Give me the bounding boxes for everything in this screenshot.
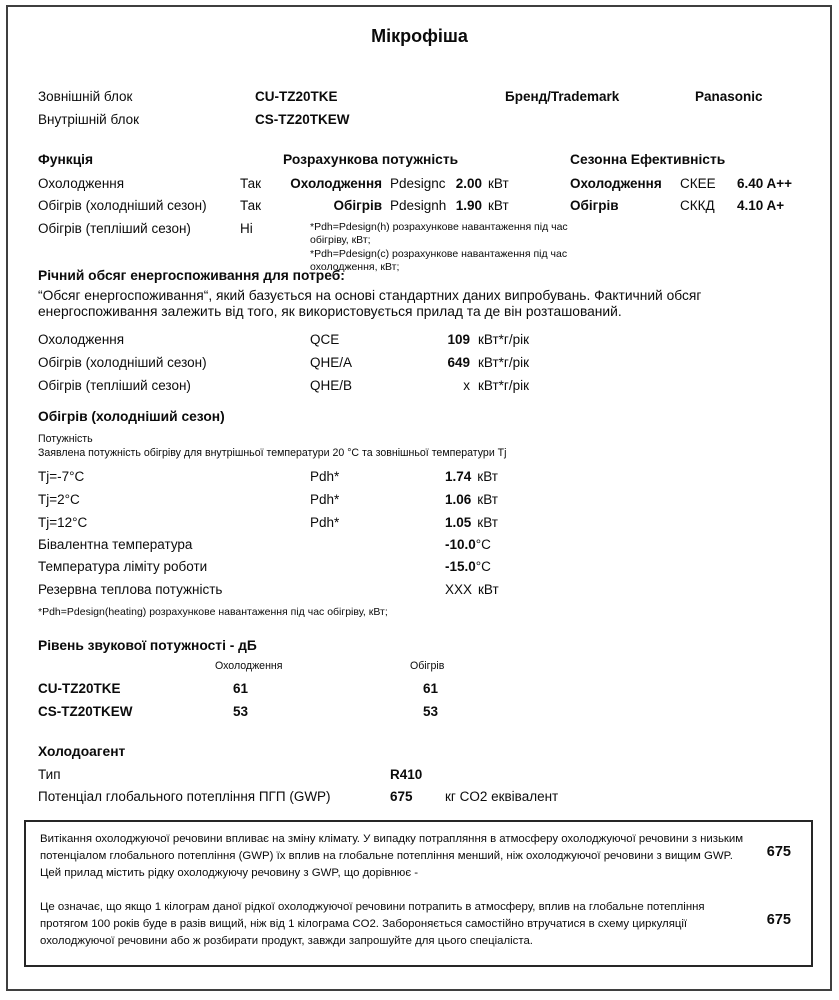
heating-season-section <box>38 409 800 619</box>
design-load-title: Розрахункова потужність <box>283 152 459 167</box>
tj-row <box>38 488 800 511</box>
energy-code: QHE/B <box>310 378 353 393</box>
design-load-label: Обігрів <box>333 198 382 214</box>
annual-energy-row <box>38 328 800 351</box>
energy-code: QHE/A <box>310 355 353 370</box>
tj-unit: кВт <box>477 469 498 484</box>
tj-unit: кВт <box>477 492 498 507</box>
tj-code: Pdh* <box>310 515 340 530</box>
sound-power-rows <box>38 677 800 723</box>
gwp-notice-value: 675 <box>766 911 791 928</box>
extra-label: Температура ліміту роботи <box>38 559 208 575</box>
annual-energy-row <box>38 351 800 374</box>
gwp-label: Потенціал глобального потепління ПГП (GWP) <box>38 789 331 804</box>
efficiency-label: Обігрів <box>570 198 619 214</box>
annual-energy-title: Річний обсяг енергоспоживання для потреб: <box>38 268 345 283</box>
tj-value: 1.74 <box>445 469 472 484</box>
outdoor-unit-model: CU-TZ20TKE <box>255 89 338 104</box>
gwp-notice-box <box>24 820 813 967</box>
sound-power-column-headers <box>38 659 800 674</box>
energy-label: Обігрів (тепліший сезон) <box>38 378 191 393</box>
sound-col-heating: Обігрів <box>410 660 445 672</box>
sound-heating-value: 53 <box>423 704 439 719</box>
sound-model: CU-TZ20TKE <box>38 681 121 696</box>
tj-label: Tj=2°C <box>38 492 80 507</box>
sound-power-title: Рівень звукової потужності - дБ <box>38 638 257 653</box>
seasonal-efficiency-row <box>570 195 810 217</box>
gwp-notice-paragraph-1 <box>40 831 797 883</box>
design-load-label: Охолодження <box>290 176 382 191</box>
seasonal-efficiency-column <box>570 150 810 218</box>
efficiency-value: 6.40 A++ <box>737 176 793 191</box>
indoor-unit-row <box>38 108 809 131</box>
energy-value: 649 <box>447 355 470 370</box>
heating-footnote: *Pdh=Pdesign(heating) розрахункове навантаження під час обігріву, кВт; <box>38 606 388 619</box>
extra-label: Бівалентна температура <box>38 537 193 552</box>
design-load-value: 2.00 <box>455 176 482 191</box>
function-value: Ні <box>240 220 253 236</box>
refrigerant-type-row <box>38 764 800 786</box>
tj-label: Tj=-7°C <box>38 469 85 484</box>
design-load-row <box>283 173 570 195</box>
function-label: Обігрів (холодніший сезон) <box>38 198 207 214</box>
design-load-row <box>283 195 570 217</box>
extra-unit: кВт <box>478 581 499 597</box>
energy-value: 109 <box>447 332 470 347</box>
design-load-code: Pdesignh <box>390 198 447 214</box>
bivalent-temperature-row <box>38 534 800 556</box>
efficiency-label: Охолодження <box>570 176 662 191</box>
extra-value: -15.0 <box>445 559 476 575</box>
efficiency-code: СКЕЕ <box>680 176 716 191</box>
function-row <box>38 218 282 240</box>
energy-unit: кВт*г/рік <box>478 378 529 393</box>
tj-value-cell <box>445 511 800 534</box>
operation-limit-row <box>38 556 800 578</box>
backup-capacity-row <box>38 579 800 601</box>
design-load-footnotes <box>310 221 570 275</box>
heating-section-title: Обігрів (холодніший сезон) <box>38 409 225 424</box>
annual-energy-section <box>38 268 800 397</box>
gwp-notice-text: Це означає, що якщо 1 кілограм даної рідкої охолоджуючої речовини потрапить в атмосферу, вплив на глобальне потепління протягом 100 років буде в разів вищий, ніж від 1 кілограма CO2. Забороняється самостійно втручатися в схему циркуляції охолоджуючої речовини або ж розбирати продукт, завжди запрошуйте для цього спеціаліста. <box>40 900 705 948</box>
energy-unit: кВт*г/рік <box>478 332 529 347</box>
sound-power-section <box>38 638 800 723</box>
refrigerant-label: Тип <box>38 767 61 782</box>
efficiency-code: СККД <box>680 198 715 214</box>
function-row <box>38 195 282 217</box>
function-value: Так <box>240 198 262 214</box>
seasonal-efficiency-title: Сезонна Ефективність <box>570 152 726 167</box>
heating-subtitle-capacity: Потужність <box>38 433 93 445</box>
gwp-unit: кг CO2 еквівалент <box>445 789 559 804</box>
refrigerant-title: Холодоагент <box>38 744 126 759</box>
sound-cooling-value: 61 <box>233 681 249 696</box>
annual-energy-description: “Обсяг енергоспоживання“, який базується на основі стандартних даних випробувань. Фактичний обсяг енергоспоживання залежить від того, як використовується прилад та де він розташований. <box>38 288 702 319</box>
design-load-unit: кВт <box>488 198 509 214</box>
design-load-column <box>283 150 570 275</box>
extra-value: -10.0 <box>445 537 476 552</box>
extra-value-cell <box>445 556 800 578</box>
tj-value-cell <box>445 465 800 488</box>
refrigerant-section <box>38 744 800 808</box>
refrigerant-unit <box>445 764 800 786</box>
tj-rows <box>38 465 800 601</box>
gwp-notice-value: 675 <box>766 844 791 860</box>
energy-unit: кВт*г/рік <box>478 355 529 370</box>
tj-value: 1.05 <box>445 515 472 530</box>
brand-label: Бренд/Trademark <box>505 89 620 104</box>
extra-value-cell <box>445 534 800 556</box>
function-row <box>38 173 282 195</box>
tj-value: 1.06 <box>445 492 472 507</box>
tj-value-cell <box>445 488 800 511</box>
extra-unit: °C <box>475 537 491 552</box>
extra-value: XXX <box>445 581 473 597</box>
extra-unit: °C <box>475 559 491 575</box>
function-and-capacity-section <box>38 150 819 274</box>
energy-value: x <box>463 378 470 393</box>
tj-code: Pdh* <box>310 492 340 507</box>
extra-value-cell <box>445 579 800 601</box>
energy-label: Охолодження <box>38 332 125 347</box>
outdoor-unit-row <box>38 85 809 108</box>
sound-power-row <box>38 700 800 723</box>
energy-label: Обігрів (холодніший сезон) <box>38 355 207 370</box>
function-title: Функція <box>38 152 94 167</box>
sound-model: CS-TZ20TKEW <box>38 704 133 719</box>
seasonal-efficiency-row <box>570 173 810 195</box>
sound-cooling-value: 53 <box>233 704 249 719</box>
sound-power-row <box>38 677 800 700</box>
efficiency-value: 4.10 A+ <box>737 198 785 214</box>
design-load-footnote: *Pdh=Pdesign(c) розрахункове навантаження під час охолодження, кВт; <box>310 247 568 274</box>
indoor-unit-label: Внутрішній блок <box>38 112 140 127</box>
function-value: Так <box>240 176 262 191</box>
design-load-footnote: *Pdh=Pdesign(h) розрахункове навантаження під час обігріву, кВт; <box>310 220 568 247</box>
function-column <box>38 150 282 240</box>
tj-label: Tj=12°C <box>38 515 88 530</box>
function-label: Охолодження <box>38 176 125 191</box>
gwp-value: 675 <box>390 789 413 804</box>
outdoor-unit-label: Зовнішній блок <box>38 89 133 104</box>
heating-subtitle-declared: Заявлена потужність обігріву для внутрішньої температури 20 °C та зовнішньої температури Tj <box>38 447 507 459</box>
page-title: Мікрофіша <box>371 26 468 46</box>
design-load-code: Pdesignc <box>390 176 446 191</box>
gwp-row <box>38 786 800 808</box>
sound-col-cooling: Охолодження <box>215 660 283 672</box>
sound-heating-value: 61 <box>423 681 439 696</box>
tj-unit: кВт <box>477 515 498 530</box>
extra-label: Резервна теплова потужність <box>38 581 223 597</box>
tj-row <box>38 465 800 488</box>
brand-value: Panasonic <box>695 89 763 104</box>
design-load-value: 1.90 <box>455 198 482 214</box>
function-label: Обігрів (тепліший сезон) <box>38 220 191 236</box>
design-load-unit: кВт <box>488 176 509 191</box>
tj-row <box>38 511 800 534</box>
tj-code: Pdh* <box>310 469 340 484</box>
unit-header <box>38 85 809 131</box>
gwp-notice-text: Витікання охолоджуючої речовини впливає на зміну клімату. У випадку потрапляння в атмосферу охолоджуючої речовини з низьким потенціалом глобального потепління (GWP) їх вплив на глобальне потепління менший, ніж охолоджуючої речовини з вищим GWP. Цей прилад містить рідку охолоджуючу речовину з GWP, що дорівнює - <box>40 833 744 880</box>
indoor-unit-model: CS-TZ20TKEW <box>255 112 350 127</box>
gwp-notice-paragraph-2 <box>40 899 797 951</box>
refrigerant-value: R410 <box>390 767 423 782</box>
energy-code: QCE <box>310 332 340 347</box>
annual-energy-row <box>38 374 800 397</box>
